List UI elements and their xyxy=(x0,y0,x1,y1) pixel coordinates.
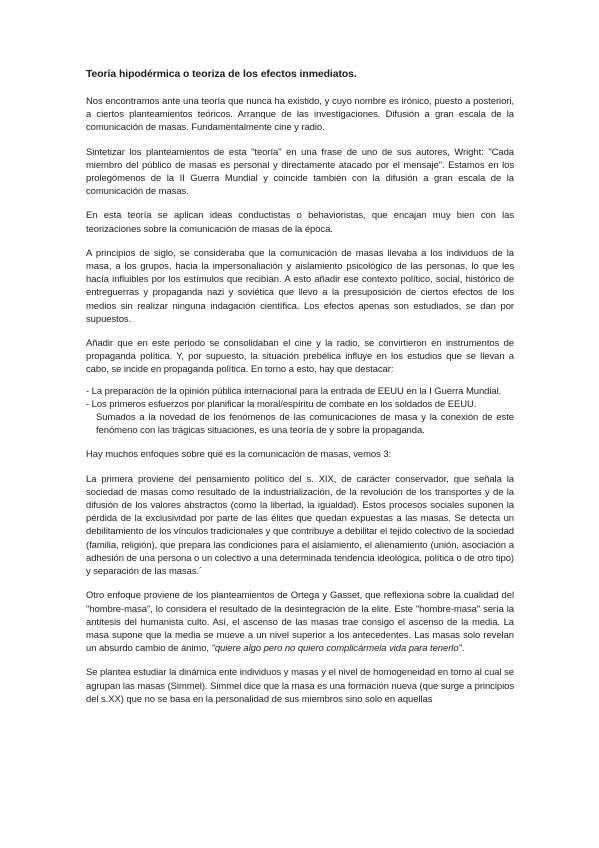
ortega-end: . xyxy=(461,643,465,655)
ortega-text: Otro enfoque proviene de los planteamientos de Ortega y Gasset, que reflexiona sobre la cualidad del "hombre-masa", lo considera el resultado de la desintegración de la elite. Este "hombre-masa" sería la antítesis del humanista culto. Así, el ascenso de las masas trae consigo el ascenso de la media. La masa supone que la media se mueve a un nivel superior a los antecedentes. Las masas solo revelan un absurdo cambio de ánimo, xyxy=(86,590,514,655)
paragraph-wright: Sintetizar los planteamientos de esta "teoría" en una frase de uno de sus autores, Wright: "Cada miembro del público de masas es personal y directamente atacado por el mensaje". Estamos en los prolegómenos de la II Guerra Mundial y coincide también con la difusión a gran escala de la comunicación de masas. xyxy=(86,146,514,198)
ortega-quote: "quiere algo pero no quiero complicármela vida para tenerlo" xyxy=(211,643,462,655)
paragraph-simmel: Se plantea estudiar la dinámica ente individuos y masas y el nivel de homogeneidad en torno al cual se agrupan las masas (Simmel). Simmel dice que la masa es una formación nueva (que surge a principios del s.XX) que no se basa en la personalidad de sus miembros sino solo en aquellas xyxy=(86,667,514,705)
list-item: - La preparación de la opinión pública internacional para la entrada de EEUU en la I Guerra Mundial. xyxy=(86,385,502,397)
document-body xyxy=(86,68,514,717)
list-followup: Sumados a la novedad de los fenómenos de las comunicaciones de masa y la conexión de este fenómeno con las trágicas situaciones, es una teoría de y sobre la propaganda. xyxy=(96,412,514,437)
document-title: Teoría hipodérmica o teoriza de los efectos inmediatos. xyxy=(86,69,357,80)
list-item: - Los primeros esfuerzos por planificar la moral/espíritu de combate en los soldados de EEUU. xyxy=(86,398,477,410)
paragraph-primera-enfoque: La primera proviene del pensamiento político del s. XIX, de carácter conservador, que señala la sociedad de masas como resultado de la industrialización, de la revolución de los transportes y de la difusión de los valores abstractos (como la libertad, la igualdad). Estos procesos sociales suponen la pérdida de la exclusividad por parte de las élites que quedan expuestas a las masas. Se detecta un debilitamiento de los vínculos tradicionales y que contribuye a debilitar el tejido colectivo de la sociedad (familia, religión), que prepara las condiciones para el aislamiento, el alienamiento (unión, asociación a adhesión de una persona o un colectivo a una determinada tendencia ideológica, política o de otro tipo) y separación de las masas.´ xyxy=(86,473,514,578)
paragraph-principios-siglo: A principios de siglo, se consideraba que la comunicación de masas llevaba a los individuos de la masa, a los grupos, hacia la impersonaliación y aislamiento psicológico de las personas, lo que les hacía influibles por los estímulos que recibían. A esto añadir ese contexto político, social, histórico de entreguerras y propaganda nazi y soviética que llevo a la presuposición de ciertos efectos de los medios sin realizar ninguna indagación científica. Los efectos apenas son estudiados, se dan por supuestos. xyxy=(86,247,514,325)
paragraph-intro: Nos encontramos ante una teoría que nunca ha existido, y cuyo nombre es irónico, puesto a posteriori, a ciertos planteamientos teóricos. Arranque de las investigaciones. Difusión a gran escala de la comunicación de masas. Fundamentalmente cine y radio. xyxy=(86,96,514,134)
paragraph-cine-radio: Añadir que en este periodo se consolidaban el cine y la radio, se convirtieron en instrumentos de propaganda política. Y, por supuesto, la situación prebélica influye en los estudios que se llevan a cabo, se incide en propaganda política. En torno a esto, hay que destacar: xyxy=(86,338,514,376)
paragraph-enfoques: Hay muchos enfoques sobre qué es la comunicación de masas, vemos 3: xyxy=(86,449,392,461)
paragraph-conductismo: En esta teoría se aplican ideas conductistas o behavioristas, que encajan muy bien con las teorizaciones sobre la comunicación de masas de la época. xyxy=(86,210,514,235)
paragraph-ortega xyxy=(86,589,514,655)
dash-list xyxy=(86,385,514,411)
